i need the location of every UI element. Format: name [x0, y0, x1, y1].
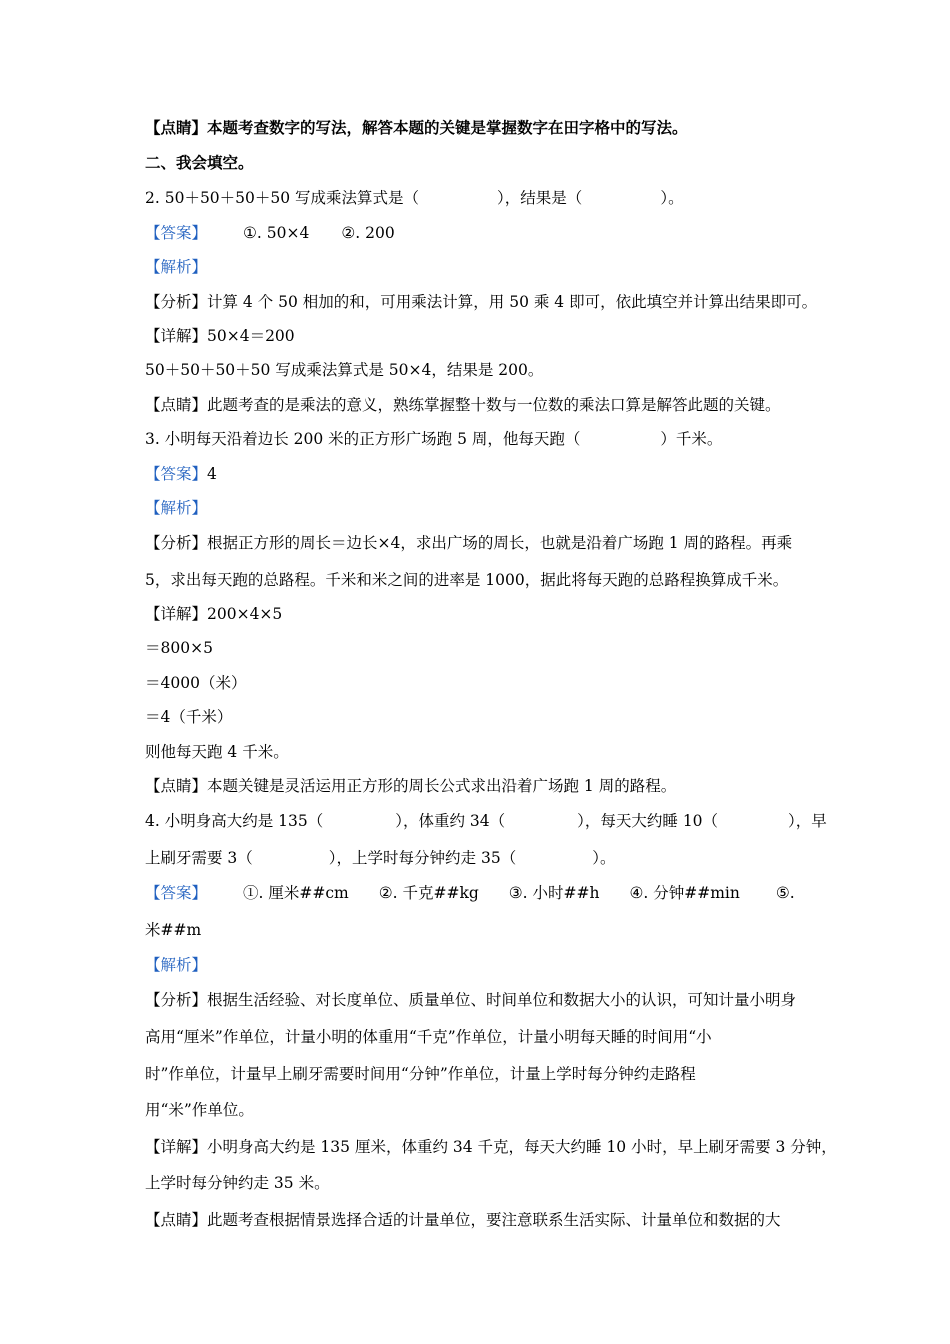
q3-part-a: 3. 小明每天沿着边长 200 米的正方形广场跑 5 周，他每天跑（: [145, 430, 581, 448]
detail-q3-conclusion: 则他每天跑 4 千米。: [145, 743, 289, 761]
q4-part-b: ），体重约 34（: [395, 812, 506, 830]
q4-part-g: ）。: [592, 849, 616, 867]
point-note-q2: 【点睛】此题考查的是乘法的意义，熟练掌握整十数与一位数的乘法口算是解答此题的关键。: [145, 396, 781, 414]
analysis-q2: 【分析】计算 4 个 50 相加的和，可用乘法计算，用 50 乘 4 即可，依此填空并计算出结果即可。: [145, 293, 818, 311]
analysis-tag-q2: 【解析】: [145, 258, 208, 276]
analysis-q4-line-2: 高用“厘米”作单位，计量小明的体重用“千克”作单位，计量小明每天睡的时间用“小: [145, 1028, 712, 1046]
q4-part-c: ），每天大约睡 10（: [577, 812, 719, 830]
analysis-tag-q4: 【解析】: [145, 956, 208, 974]
detail-q3-step-3: ＝4（千米）: [145, 708, 233, 726]
answer-item-4: ④. 分钟##min: [629, 884, 740, 902]
answer-item-2: ②. 200: [341, 224, 395, 242]
answer-q2: [145, 223, 395, 243]
answer-value: 4: [207, 465, 217, 483]
q4-part-e: 上刷牙需要 3（: [145, 849, 253, 867]
q4-part-f: ），上学时每分钟约走 35（: [328, 849, 517, 867]
question-3: [145, 429, 722, 449]
point-note-q1: 【点睛】本题考查数字的写法，解答本题的关键是掌握数字在田字格中的写法。: [145, 118, 688, 137]
q4-part-a: 4. 小明身高大约是 135（: [145, 812, 324, 830]
answer-item-2: ②. 千克##kg: [378, 884, 479, 902]
analysis-tag-q3: 【解析】: [145, 499, 208, 517]
section-heading: 二、我会填空。: [145, 153, 254, 172]
detail-q2-result: 50＋50＋50＋50 写成乘法算式是 50×4，结果是 200。: [145, 361, 544, 379]
question-2: [145, 188, 684, 208]
answer-item-1: ①. 50×4: [243, 224, 310, 242]
analysis-q4-line-1: 【分析】根据生活经验、对长度单位、质量单位、时间单位和数据大小的认识，可知计量小明身: [145, 991, 797, 1009]
q4-part-d: ），早: [788, 812, 827, 830]
q2-part-b: ），结果是（: [497, 189, 583, 207]
detail-q3: 【详解】200×4×5: [145, 605, 283, 623]
answer-item-3: ③. 小时##h: [508, 884, 600, 902]
detail-q2: 【详解】50×4＝200: [145, 327, 295, 345]
answer-item-1: ①. 厘米##cm: [243, 884, 349, 902]
q3-part-b: ）千米。: [660, 430, 723, 448]
analysis-q3-line-1: 【分析】根据正方形的周长＝边长×4，求出广场的周长，也就是沿着广场跑 1 周的路程。再乘: [145, 534, 793, 552]
point-note-q3: 【点睛】本题关键是灵活运用正方形的周长公式求出沿着广场跑 1 周的路程。: [145, 777, 677, 795]
q2-part-a: 2. 50＋50＋50＋50 写成乘法算式是（: [145, 189, 420, 207]
question-4-line-2: [145, 848, 615, 868]
answer-q4-continued: 米##m: [145, 921, 202, 939]
q2-part-c: ）。: [660, 189, 684, 207]
answer-tag: 【答案】: [145, 224, 208, 242]
analysis-q3-line-2: 5，求出每天跑的总路程。千米和米之间的进率是 1000，据此将每天跑的总路程换算成千米。: [145, 571, 789, 589]
point-note-q4: 【点睛】此题考查根据情景选择合适的计量单位，要注意联系生活实际、计量单位和数据的大: [145, 1211, 781, 1229]
question-4-line-1: [145, 811, 827, 831]
detail-q4-line-2: 上学时每分钟约走 35 米。: [145, 1174, 330, 1192]
answer-q3: [145, 464, 217, 484]
detail-q3-step-2: ＝4000（米）: [145, 674, 247, 692]
answer-q4: [145, 883, 795, 903]
detail-q4-line-1: 【详解】小明身高大约是 135 厘米，体重约 34 千克，每天大约睡 10 小时，早上刷牙需要 3 分钟，: [145, 1138, 837, 1156]
analysis-q4-line-3: 时”作单位，计量早上刷牙需要时间用“分钟”作单位，计量上学时每分钟约走路程: [145, 1065, 696, 1083]
detail-q3-step-1: ＝800×5: [145, 639, 213, 657]
answer-item-5: ⑤.: [775, 884, 795, 902]
answer-tag: 【答案】: [145, 884, 208, 902]
answer-tag: 【答案】: [145, 465, 208, 483]
analysis-q4-line-4: 用“米”作单位。: [145, 1101, 254, 1119]
